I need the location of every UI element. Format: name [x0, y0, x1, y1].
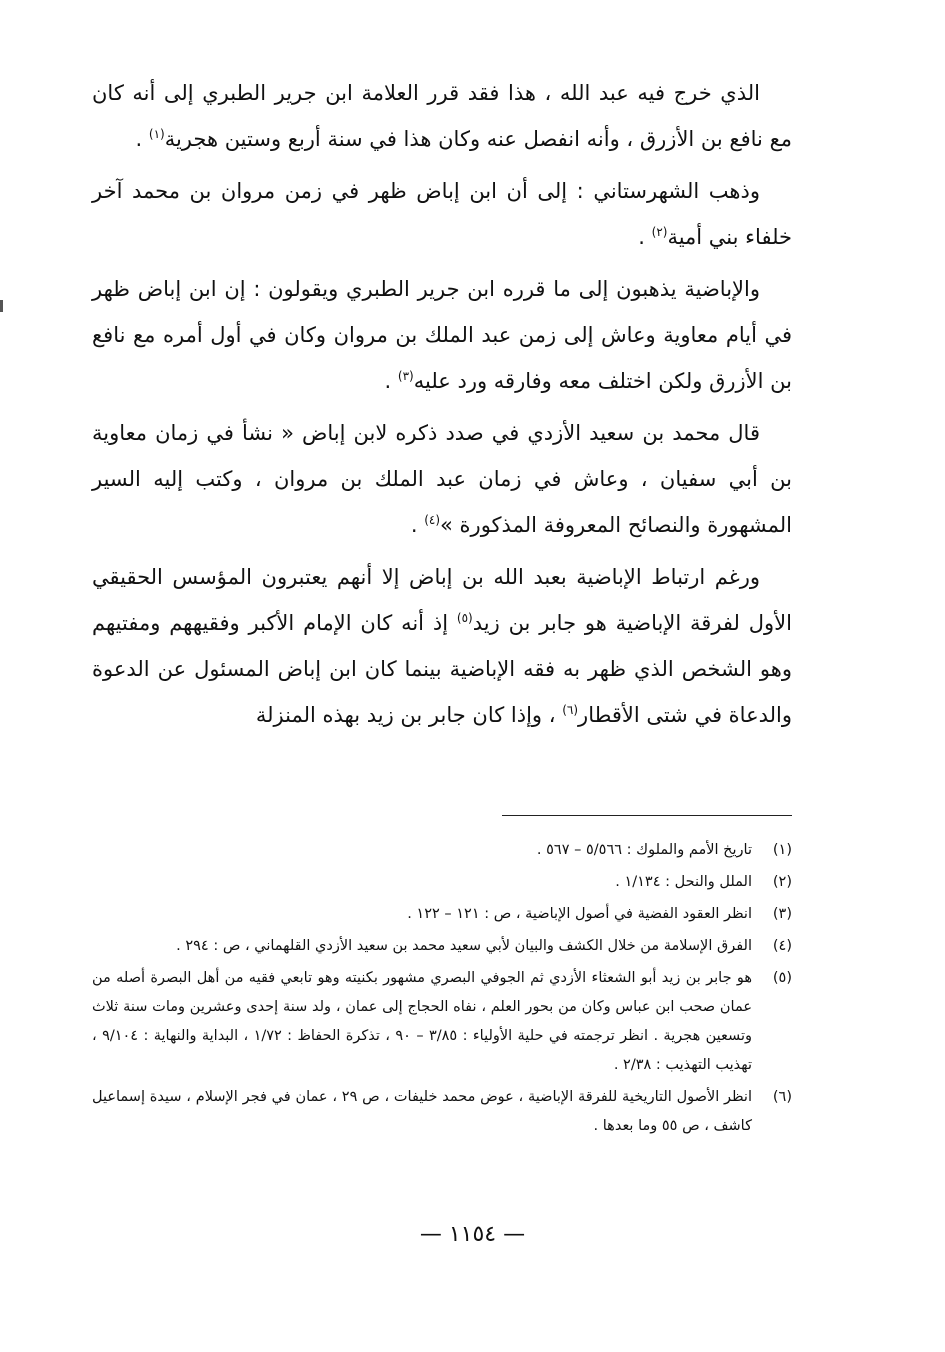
footnote-number: (١) [772, 842, 792, 858]
footnote-2 [92, 868, 792, 897]
footnote-text: هو جابر بن زيد أبو الشعثاء الأزدي ثم الجوفي البصري مشهور بكنيته وهو تابعي فقيه من أهل البصرة أصله من عمان صحب ابن عباس وكان من بحور العلم ، نفاه الحجاج إلى عمان ، ولد سنة إحدى وعشرين ومات سنة ثلاث وتسعين هجرية . انظر ترجمته في حلية الأولياء : ٣/٨٥ – ٩٠ ، تذكرة الحفاظ : ١/٧٢ ، البداية والنهاية : ٩/١٠٤ ، تهذيب التهذيب : ٢/٣٨ . [92, 970, 753, 1073]
footnote-number: (٦) [772, 1089, 792, 1105]
paragraph-3: والإباضية يذهبون إلى ما قرره ابن جرير الطبري ويقولون : إن ابن إباض ظهر في أيام معاوية وعاش إلى زمن عبد الملك بن مروان وكان في أول أمره مع نافع بن الأزرق ولكن اختلف معه وفارقه ورد عليه$^{(٣)}$ . [92, 277, 792, 393]
footnote-text: الفرق الإسلامة من خلال الكشف والبيان لأبي سعيد محمد بن سعيد الأزدي القلهماني ، ص : ٢٩٤ . [176, 938, 752, 954]
footnote-separator [502, 815, 792, 816]
footnote-text: الملل والنحل : ١/١٣٤ . [615, 874, 752, 890]
footnote-number: (٢) [772, 874, 792, 890]
footnote-number: (٥) [772, 970, 792, 986]
footnote-5 [92, 964, 792, 1080]
footnote-ref-3: (٣) [397, 369, 414, 383]
footnote-1 [92, 836, 792, 865]
footnote-text: تاريخ الأمم والملوك : ٥/٥٦٦ – ٥٦٧ . [536, 842, 752, 858]
footnote-text: انظر العقود الفضية في أصول الإباضية ، ص : ١٢١ – ١٢٢ . [407, 906, 752, 922]
main-text [92, 70, 792, 744]
footnote-ref-4: (٤) [424, 513, 441, 527]
paragraph-2: وذهب الشهرستاني : إلى أن ابن إباض ظهر في زمن مروان بن محمد آخر خلفاء بني أمية$^{(٢)}$ . [92, 179, 792, 249]
footnotes [92, 836, 792, 1144]
paragraph-4: قال محمد بن سعيد الأزدي في صدد ذكره لابن إباض « نشأ في زمان معاوية بن أبي سفيان ، وعاش في زمان عبد الملك بن مروان ، وكتب إليه السير المشهورة والنصائح المعروفة المذكورة »$^{(٤)}$ . [92, 421, 792, 537]
footnote-ref-1: (١) [148, 127, 165, 141]
footnote-ref-5: (٥) [456, 611, 473, 625]
paragraph-5: ورغم ارتباط الإباضية بعبد الله بن إباض إلا أنهم يعتبرون المؤسس الحقيقي الأول لفرقة الإباضية هو جابر بن زيد$^{(٥)}$ إذ أنه كان الإمام الأكبر وفقيههم ومفتيهم وهو الشخص الذي ظهر به فقه الإباضية بينما كان ابن إباض المسئول عن الدعوة والدعاة في شتى الأقطار$^{(٦)}$ ، وإذا كان جابر بن زيد بهذه المنزلة [92, 565, 792, 727]
paragraph-1: الذي خرج فيه عبد الله ، هذا فقد قرر العلامة ابن جرير الطبري إلى أنه كان مع نافع بن الأزرق ، وأنه انفصل عنه وكان هذا في سنة أربع وستين هجرية$^{(١)}$ . [92, 81, 792, 151]
footnote-4 [92, 932, 792, 961]
footnote-ref-2: (٢) [651, 225, 668, 239]
footnote-number: (٤) [772, 938, 792, 954]
scan-margin-mark [0, 300, 3, 312]
footnote-ref-6: (٦) [562, 703, 579, 717]
footnote-6 [92, 1083, 792, 1141]
footnote-3 [92, 900, 792, 929]
page-number: — ١١٥٤ — [419, 1222, 526, 1247]
footnote-text: انظر الأصول التاريخية للفرقة الإباضية ، عوض محمد خليفات ، ص ٢٩ ، عمان في فجر الإسلام ، سيدة إسماعيل كاشف ، ص ٥٥ وما بعدها . [92, 1089, 752, 1134]
footnote-number: (٣) [772, 906, 792, 922]
